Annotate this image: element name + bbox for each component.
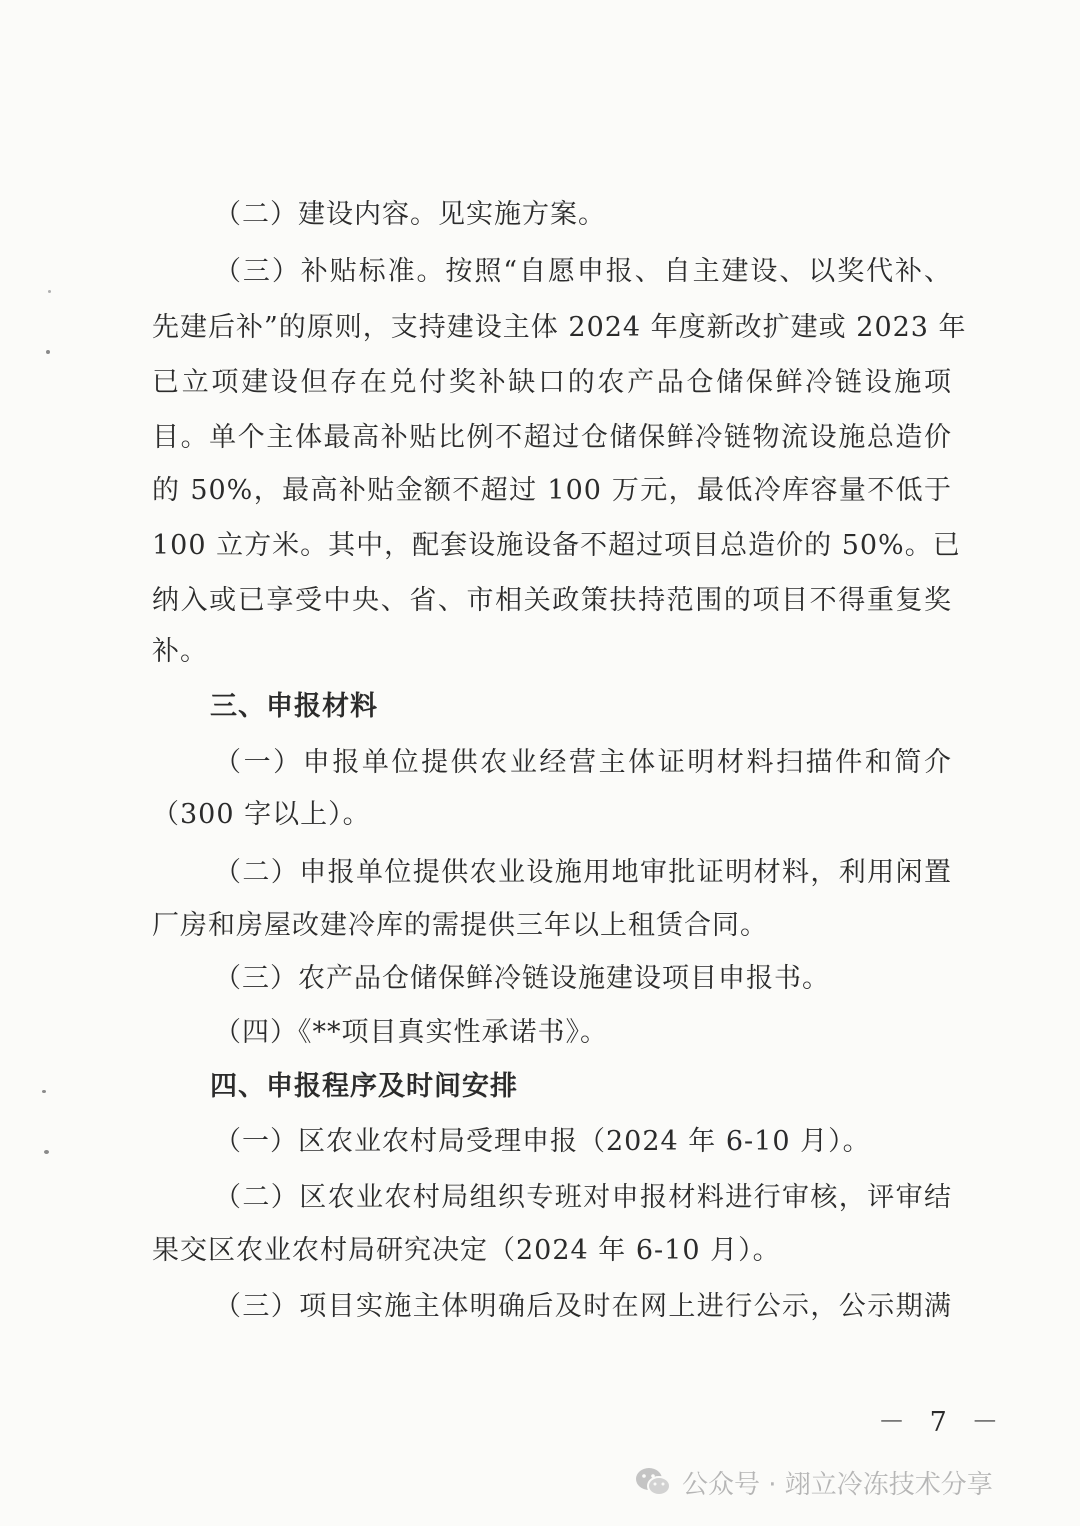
text-line-12: （300 字以上）。 (152, 799, 371, 830)
section-heading-procedure: 四、申报程序及时间安排 (210, 1071, 518, 1102)
text-line-11: （一）申报单位提供农业经营主体证明材料扫描件和简介 (214, 747, 952, 778)
watermark (634, 1460, 1054, 1504)
text-line-19: （二）区农业农村局组织专班对申报材料进行审核，评审结 (214, 1182, 952, 1213)
scan-speck (44, 1150, 49, 1154)
text-line-15: （三）农产品仓储保鲜冷链设施建设项目申报书。 (214, 963, 830, 994)
text-line-1: （二）建设内容。见实施方案。 (214, 199, 606, 230)
scan-speck (46, 350, 50, 354)
text-line-16: （四）《**项目真实性承诺书》。 (214, 1017, 608, 1048)
scan-speck (48, 290, 51, 293)
text-line-14: 厂房和房屋改建冷库的需提供三年以上租赁合同。 (152, 910, 768, 941)
section-heading-materials: 三、申报材料 (210, 691, 378, 722)
text-line-4: 已立项建设但存在兑付奖补缺口的农产品仓储保鲜冷链设施项 (152, 367, 952, 398)
wechat-icon (634, 1465, 672, 1499)
scan-speck (42, 1090, 46, 1093)
text-line-13: （二）申报单位提供农业设施用地审批证明材料，利用闲置 (214, 857, 952, 888)
text-line-6: 的 50%，最高补贴金额不超过 100 万元，最低冷库容量不低于 (152, 475, 952, 506)
text-line-9: 补。 (152, 636, 208, 667)
text-line-8: 纳入或已享受中央、省、市相关政策扶持范围的项目不得重复奖 (152, 585, 952, 616)
text-line-20: 果交区农业农村局研究决定（2024 年 6-10 月）。 (152, 1235, 781, 1266)
text-line-3: 先建后补”的原则，支持建设主体 2024 年度新改扩建或 2023 年 (152, 312, 967, 343)
text-line-7: 100 立方米。其中，配套设施设备不超过项目总造价的 50%。已 (152, 530, 961, 561)
page-number: － 7 － (878, 1407, 1007, 1438)
watermark-text: 公众号 · 翊立冷冻技术分享 (682, 1469, 993, 1500)
text-line-5: 目。单个主体最高补贴比例不超过仓储保鲜冷链物流设施总造价 (152, 422, 952, 453)
text-line-2: （三）补贴标准。按照“自愿申报、自主建设、以奖代补、 (214, 256, 952, 287)
text-line-21: （三）项目实施主体明确后及时在网上进行公示，公示期满 (214, 1291, 952, 1322)
text-line-18: （一）区农业农村局受理申报（2024 年 6-10 月）。 (214, 1126, 871, 1157)
